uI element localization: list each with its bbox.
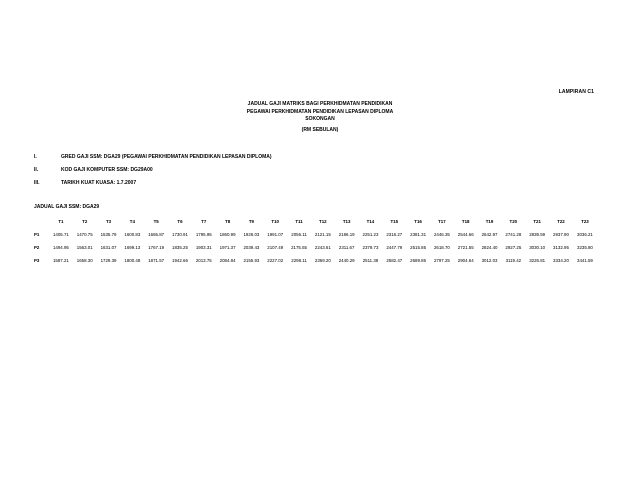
salary-cell: 1871.57 xyxy=(148,258,165,263)
column-header: T19 xyxy=(485,219,494,224)
salary-cell: 1767.19 xyxy=(148,245,165,250)
salary-cell: 1665.87 xyxy=(148,232,165,237)
salary-cell: 2721.55 xyxy=(457,245,474,250)
salary-cell: 1494.95 xyxy=(52,245,69,250)
salary-cell: 2824.40 xyxy=(481,245,498,250)
table-row xyxy=(32,228,597,241)
salary-cell: 3132.95 xyxy=(553,245,569,250)
salary-cell: 2056.11 xyxy=(291,232,307,237)
salary-cell: 1563.01 xyxy=(76,245,93,250)
column-header: T17 xyxy=(438,219,446,224)
column-header: T20 xyxy=(509,219,518,224)
salary-cell: 1926.03 xyxy=(243,232,260,237)
salary-cell: 2515.85 xyxy=(410,245,427,250)
salary-cell: 1835.25 xyxy=(172,245,188,250)
header-corner xyxy=(32,215,49,228)
salary-cell: 2642.97 xyxy=(481,232,498,237)
column-header: T2 xyxy=(82,219,88,224)
salary-cell: 2013.75 xyxy=(195,258,212,263)
currency-note: (RM SEBULAN) xyxy=(301,127,339,133)
salary-cell: 2227.02 xyxy=(267,258,284,263)
column-header: T15 xyxy=(390,219,399,224)
salary-cell: 1730.91 xyxy=(172,232,188,237)
salary-cell: 3036.21 xyxy=(577,232,593,237)
salary-table-title: JADUAL GAJI SSM: DGA29 xyxy=(34,204,100,210)
column-header: T7 xyxy=(201,219,207,224)
table-row xyxy=(32,241,597,254)
info-effective-date xyxy=(34,180,136,186)
document-title xyxy=(220,101,420,124)
column-header: T8 xyxy=(225,219,231,224)
salary-cell: 2618.70 xyxy=(433,245,450,250)
column-header: T14 xyxy=(366,219,375,224)
salary-cell: 1800.48 xyxy=(124,258,141,263)
row-label: P2 xyxy=(34,245,40,250)
salary-cell: 3119.42 xyxy=(505,258,522,263)
column-header: T3 xyxy=(105,219,112,224)
salary-cell: 1470.75 xyxy=(76,232,93,237)
salary-cell: 1971.37 xyxy=(219,245,236,250)
column-header: T1 xyxy=(58,219,64,224)
column-header: T5 xyxy=(153,219,159,224)
appendix-label: LAMPIRAN C1 xyxy=(558,89,594,95)
salary-cell: 2251.23 xyxy=(362,232,379,237)
salary-cell: 2175.55 xyxy=(291,245,307,250)
salary-cell: 2186.19 xyxy=(338,232,355,237)
title-line-3: SOKONGAN xyxy=(305,116,335,122)
salary-cell: 2311.67 xyxy=(338,245,355,250)
salary-cell: 2107.49 xyxy=(267,245,284,250)
salary-cell: 1699.13 xyxy=(124,245,141,250)
salary-cell: 3030.10 xyxy=(529,245,546,250)
salary-cell: 2839.59 xyxy=(529,232,546,237)
column-header: T12 xyxy=(319,219,327,224)
salary-cell: 2927.25 xyxy=(505,245,522,250)
salary-cell: 2689.86 xyxy=(410,258,427,263)
salary-cell: 3235.80 xyxy=(577,245,593,250)
salary-cell: 3012.03 xyxy=(481,258,498,263)
row-label: P1 xyxy=(34,232,40,237)
column-header: T10 xyxy=(271,219,279,224)
salary-cell: 1991.07 xyxy=(267,232,284,237)
salary-cell: 2039.43 xyxy=(243,245,260,250)
salary-cell: 2904.64 xyxy=(457,258,474,263)
salary-cell: 1600.83 xyxy=(124,232,141,237)
info-number: II. xyxy=(34,167,39,173)
salary-cell: 2121.15 xyxy=(314,232,331,237)
salary-cell: 1729.39 xyxy=(100,258,117,263)
column-header: T23 xyxy=(581,219,589,224)
salary-cell: 2741.28 xyxy=(505,232,522,237)
salary-cell: 1631.07 xyxy=(100,245,117,250)
salary-cell: 2084.84 xyxy=(219,258,236,263)
title-line-2: PEGAWAI PERKHIDMATAN PENDIDIKAN LEPASAN DIPLOMA xyxy=(246,108,394,115)
salary-cell: 2298.11 xyxy=(291,258,307,263)
salary-cell: 1587.21 xyxy=(52,258,69,263)
table-header-row xyxy=(32,215,597,228)
info-computer-code xyxy=(34,167,153,173)
salary-cell: 2316.27 xyxy=(386,232,403,237)
salary-cell: 3334.20 xyxy=(553,258,569,263)
info-number: I. xyxy=(34,154,37,160)
salary-cell: 2797.25 xyxy=(433,258,450,263)
salary-cell: 2937.90 xyxy=(553,232,569,237)
info-text: KOD GAJI KOMPUTER SSM: DG29A00 xyxy=(61,167,153,173)
salary-cell: 2243.61 xyxy=(314,245,331,250)
column-header: T21 xyxy=(533,219,541,224)
salary-cell: 2379.73 xyxy=(362,245,379,250)
column-header: T11 xyxy=(295,219,303,224)
salary-cell: 1658.30 xyxy=(76,258,93,263)
salary-cell: 1942.66 xyxy=(172,258,188,263)
info-grade xyxy=(34,154,272,160)
salary-cell: 1795.95 xyxy=(195,232,212,237)
salary-cell: 3441.59 xyxy=(577,258,593,263)
column-header: T22 xyxy=(557,219,565,224)
salary-cell: 2381.31 xyxy=(410,232,427,237)
column-header: T16 xyxy=(414,219,422,224)
salary-cell: 2447.79 xyxy=(386,245,403,250)
info-text: TARIKH KUAT KUASA: 1.7.2007 xyxy=(61,180,137,186)
salary-cell: 1903.31 xyxy=(195,245,212,250)
column-header: T4 xyxy=(129,219,135,224)
column-header: T6 xyxy=(177,219,183,224)
column-header: T13 xyxy=(342,219,351,224)
salary-cell: 1535.79 xyxy=(100,232,117,237)
salary-cell: 2544.66 xyxy=(457,232,474,237)
salary-cell: 3226.81 xyxy=(529,258,546,263)
salary-cell: 2511.38 xyxy=(362,258,379,263)
salary-cell: 1405.71 xyxy=(52,232,69,237)
salary-table xyxy=(32,215,597,267)
column-header: T9 xyxy=(248,219,254,224)
salary-cell: 2440.29 xyxy=(338,258,355,263)
title-line-1: JADUAL GAJI MATRIKS BAGI PERKHIDMATAN PENDIDIKAN xyxy=(247,101,393,107)
row-label: P3 xyxy=(34,258,40,263)
salary-cell: 2446.35 xyxy=(433,232,450,237)
column-header: T18 xyxy=(461,219,470,224)
table-row xyxy=(32,254,597,267)
info-number: III. xyxy=(34,180,40,186)
salary-cell: 2582.47 xyxy=(386,258,403,263)
salary-cell: 2369.20 xyxy=(314,258,331,263)
salary-cell: 2155.93 xyxy=(243,258,260,263)
info-text: GRED GAJI SSM: DGA29 (PEGAWAI PERKHIDMATAN PENDIDIKAN LEPASAN DIPLOMA) xyxy=(61,154,272,160)
salary-cell: 1860.99 xyxy=(219,232,236,237)
